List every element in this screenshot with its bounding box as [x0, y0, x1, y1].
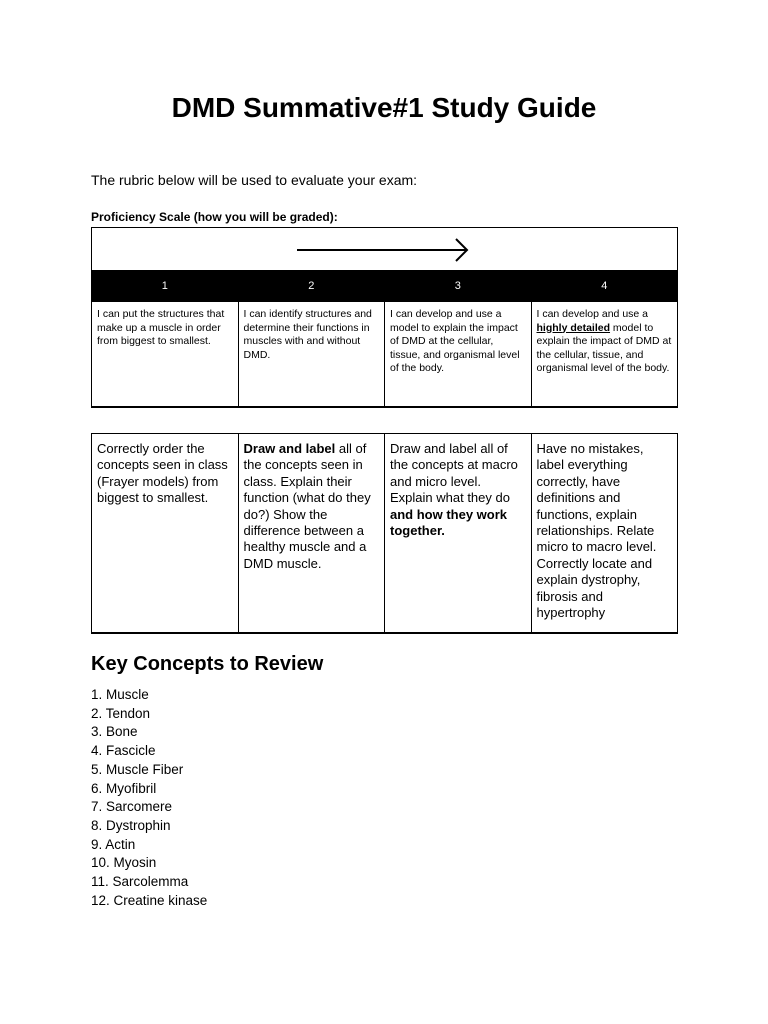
level-2-descriptor: I can identify structures and determine their functions in muscles with and without DMD. [238, 302, 385, 408]
right-arrow-icon [92, 228, 679, 270]
page-title: DMD Summative#1 Study Guide [171, 92, 597, 123]
criteria-text: all of the concepts seen in class. Explain their function (what do they do?) Show the difference between a healthy muscle and a DMD muscle. [243, 441, 371, 571]
list-item: 8. Dystrophin [91, 817, 171, 833]
level-2-criteria [238, 434, 385, 634]
descriptor-text: I can develop and use a [536, 308, 649, 320]
level-header-2: 2 [238, 271, 385, 302]
list-item: 1. Muscle [91, 687, 149, 702]
level-3-criteria [385, 434, 532, 634]
level-header-3: 3 [385, 271, 532, 302]
criteria-emphasis: Draw and label [243, 441, 336, 456]
list-item: 3. Bone [91, 724, 138, 740]
list-item: 12. Creatine kinase [91, 892, 208, 908]
list-item: 11. Sarcolemma [91, 874, 189, 890]
rubric-criteria-table [91, 433, 678, 634]
list-item: 4. Fascicle [91, 743, 156, 759]
list-item: 9. Actin [91, 836, 136, 852]
list-item: 7. Sarcomere [91, 799, 173, 815]
criteria-text: Draw and label all of the concepts at macro and micro level. Explain what they do [390, 441, 518, 506]
level-4-descriptor [531, 302, 678, 408]
key-concepts-heading: Key Concepts to Review [91, 653, 324, 675]
intro-text: The rubric below will be used to evaluate your exam: [91, 172, 418, 188]
level-1-criteria: Correctly order the concepts seen in class (Frayer models) from biggest to smallest. [92, 434, 239, 634]
criteria-emphasis: and how they work together. [390, 506, 508, 539]
level-header-1: 1 [92, 271, 239, 302]
level-1-descriptor: I can put the structures that make up a muscle in order from biggest to smallest. [92, 302, 239, 408]
level-4-criteria: Have no mistakes, label everything correctly, have definitions and functions, explain relationships. Relate micro to macro level. Correctly locate and explain dystrophy, fibrosis and hypertrophy [531, 434, 678, 634]
level-header-4: 4 [531, 271, 678, 302]
proficiency-scale-label: Proficiency Scale (how you will be graded): [91, 210, 338, 224]
proficiency-scale-table [91, 227, 678, 408]
descriptor-text: model to explain the impact of DMD at the cellular, tissue, and organismal level of the body. [536, 321, 672, 374]
descriptor-emphasis: highly detailed [536, 321, 611, 334]
level-3-descriptor: I can develop and use a model to explain the impact of DMD at the cellular, tissue, and organismal level of the body. [385, 302, 532, 408]
key-concepts-list [91, 686, 207, 910]
list-item: 10. Myosin [91, 855, 157, 871]
list-item: 6. Myofibril [91, 780, 157, 796]
list-item: 5. Muscle Fiber [91, 761, 184, 777]
list-item: 2. Tendon [91, 705, 151, 721]
progression-arrow-cell [92, 228, 678, 271]
